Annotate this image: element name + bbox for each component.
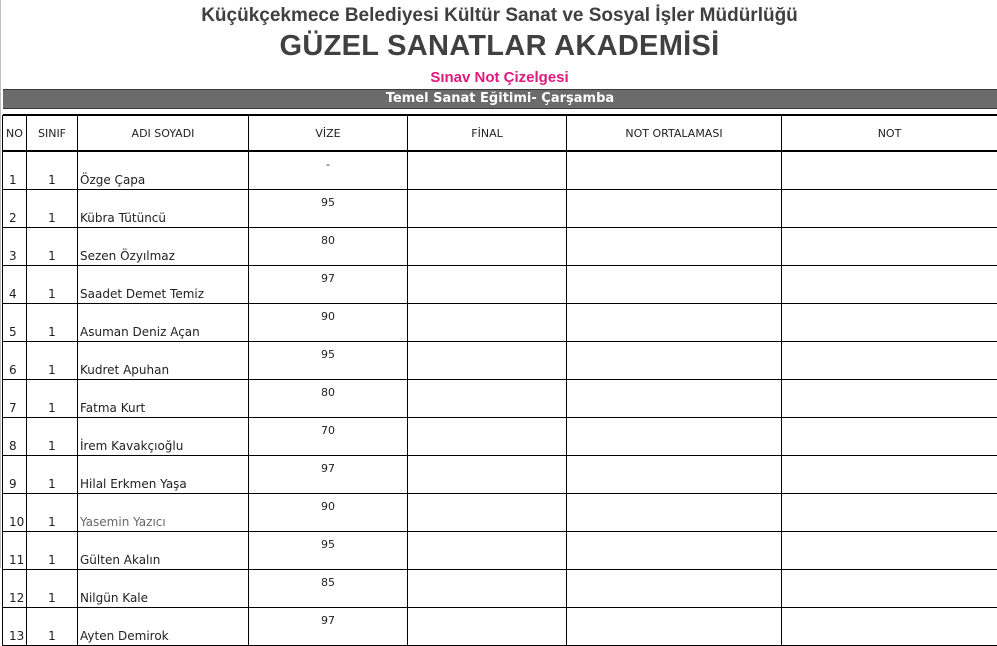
cell-vize[interactable]: 85 [249, 570, 408, 608]
cell-final[interactable] [408, 304, 567, 342]
cell-not[interactable] [782, 190, 997, 228]
cell-no[interactable]: 3 [3, 228, 27, 266]
cell-final[interactable] [408, 190, 567, 228]
cell-sinif[interactable]: 1 [27, 342, 78, 380]
col-header-no: NO [3, 116, 27, 152]
cell-not[interactable] [782, 608, 997, 646]
cell-no[interactable]: 7 [3, 380, 27, 418]
cell-vize[interactable]: 95 [249, 190, 408, 228]
table-row [3, 532, 997, 570]
academy-title: GÜZEL SANATLAR AKADEMİSİ [1, 30, 997, 63]
table-row [3, 190, 997, 228]
cell-vize[interactable]: 97 [249, 266, 408, 304]
cell-not[interactable] [782, 456, 997, 494]
cell-name[interactable]: Hilal Erkmen Yaşa [78, 456, 249, 494]
cell-ortalama[interactable] [567, 608, 782, 646]
cell-sinif[interactable]: 1 [27, 266, 78, 304]
cell-no[interactable]: 10 [3, 494, 27, 532]
course-bar [3, 89, 997, 109]
table-row [3, 494, 997, 532]
cell-sinif[interactable]: 1 [27, 570, 78, 608]
cell-final[interactable] [408, 570, 567, 608]
cell-final[interactable] [408, 228, 567, 266]
cell-name[interactable]: Özge Çapa [78, 151, 249, 190]
cell-ortalama[interactable] [567, 304, 782, 342]
table-row [3, 151, 997, 190]
cell-no[interactable]: 2 [3, 190, 27, 228]
cell-vize[interactable]: 90 [249, 494, 408, 532]
cell-vize[interactable]: - [249, 151, 408, 190]
cell-no[interactable]: 8 [3, 418, 27, 456]
cell-name[interactable]: Fatma Kurt [78, 380, 249, 418]
cell-ortalama[interactable] [567, 266, 782, 304]
cell-ortalama[interactable] [567, 570, 782, 608]
cell-sinif[interactable]: 1 [27, 228, 78, 266]
cell-sinif[interactable]: 1 [27, 532, 78, 570]
cell-final[interactable] [408, 494, 567, 532]
cell-name[interactable]: Asuman Deniz Açan [78, 304, 249, 342]
cell-final[interactable] [408, 456, 567, 494]
col-header-vize: VİZE [249, 116, 408, 152]
cell-no[interactable]: 6 [3, 342, 27, 380]
cell-not[interactable] [782, 342, 997, 380]
cell-not[interactable] [782, 532, 997, 570]
cell-final[interactable] [408, 418, 567, 456]
col-header-final: FİNAL [408, 116, 567, 152]
cell-name[interactable]: Nilgün Kale [78, 570, 249, 608]
cell-ortalama[interactable] [567, 342, 782, 380]
cell-no[interactable]: 5 [3, 304, 27, 342]
cell-ortalama[interactable] [567, 380, 782, 418]
cell-no[interactable]: 1 [3, 151, 27, 190]
cell-vize[interactable]: 95 [249, 342, 408, 380]
cell-vize[interactable]: 80 [249, 228, 408, 266]
cell-ortalama[interactable] [567, 532, 782, 570]
cell-sinif[interactable]: 1 [27, 494, 78, 532]
cell-no[interactable]: 11 [3, 532, 27, 570]
cell-name[interactable]: İrem Kavakçıoğlu [78, 418, 249, 456]
cell-not[interactable] [782, 380, 997, 418]
table-row [3, 608, 997, 646]
cell-name[interactable]: Saadet Demet Temiz [78, 266, 249, 304]
cell-ortalama[interactable] [567, 494, 782, 532]
cell-ortalama[interactable] [567, 228, 782, 266]
sheet-subtitle: Sınav Not Çizelgesi [1, 69, 997, 86]
cell-final[interactable] [408, 342, 567, 380]
cell-final[interactable] [408, 151, 567, 190]
table-row [3, 418, 997, 456]
table-row [3, 304, 997, 342]
institution-title: Küçükçekmece Belediyesi Kültür Sanat ve Sosyal İşler Müdürlüğü [1, 5, 997, 27]
cell-final[interactable] [408, 266, 567, 304]
col-header-name: ADI SOYADI [78, 116, 249, 152]
cell-name[interactable]: Kübra Tütüncü [78, 190, 249, 228]
table-row [3, 380, 997, 418]
cell-vize[interactable]: 80 [249, 380, 408, 418]
table-row [3, 570, 997, 608]
cell-ortalama[interactable] [567, 190, 782, 228]
cell-name[interactable]: Yasemin Yazıcı [78, 494, 249, 532]
cell-not[interactable] [782, 570, 997, 608]
cell-final[interactable] [408, 380, 567, 418]
cell-not[interactable] [782, 228, 997, 266]
grades-table [2, 115, 997, 646]
cell-name[interactable]: Kudret Apuhan [78, 342, 249, 380]
cell-vize[interactable]: 95 [249, 532, 408, 570]
cell-final[interactable] [408, 608, 567, 646]
cell-not[interactable] [782, 304, 997, 342]
table-row [3, 456, 997, 494]
header-row [3, 116, 997, 152]
cell-not[interactable] [782, 151, 997, 190]
cell-name[interactable]: Ayten Demirok [78, 608, 249, 646]
cell-ortalama[interactable] [567, 418, 782, 456]
course-bar-label: Temel Sanat Eğitimi- Çarşamba [3, 90, 997, 108]
cell-final[interactable] [408, 532, 567, 570]
table-row [3, 266, 997, 304]
col-header-sinif: SINIF [27, 116, 78, 152]
table-row [3, 228, 997, 266]
cell-sinif[interactable]: 1 [27, 380, 78, 418]
cell-name[interactable]: Gülten Akalın [78, 532, 249, 570]
cell-not[interactable] [782, 266, 997, 304]
cell-ortalama[interactable] [567, 151, 782, 190]
cell-name[interactable]: Sezen Özyılmaz [78, 228, 249, 266]
cell-sinif[interactable]: 1 [27, 608, 78, 646]
cell-vize[interactable]: 70 [249, 418, 408, 456]
table-row [3, 342, 997, 380]
cell-no[interactable]: 9 [3, 456, 27, 494]
cell-sinif[interactable]: 1 [27, 190, 78, 228]
cell-no[interactable]: 12 [3, 570, 27, 608]
cell-vize[interactable]: 90 [249, 304, 408, 342]
cell-vize[interactable]: 97 [249, 608, 408, 646]
cell-sinif[interactable]: 1 [27, 418, 78, 456]
cell-no[interactable]: 4 [3, 266, 27, 304]
cell-vize[interactable]: 97 [249, 456, 408, 494]
cell-not[interactable] [782, 418, 997, 456]
col-header-ortalama: NOT ORTALAMASI [567, 116, 782, 152]
cell-ortalama[interactable] [567, 456, 782, 494]
cell-sinif[interactable]: 1 [27, 151, 78, 190]
cell-sinif[interactable]: 1 [27, 304, 78, 342]
cell-sinif[interactable]: 1 [27, 456, 78, 494]
cell-not[interactable] [782, 494, 997, 532]
cell-no[interactable]: 13 [3, 608, 27, 646]
col-header-not: NOT [782, 116, 997, 152]
